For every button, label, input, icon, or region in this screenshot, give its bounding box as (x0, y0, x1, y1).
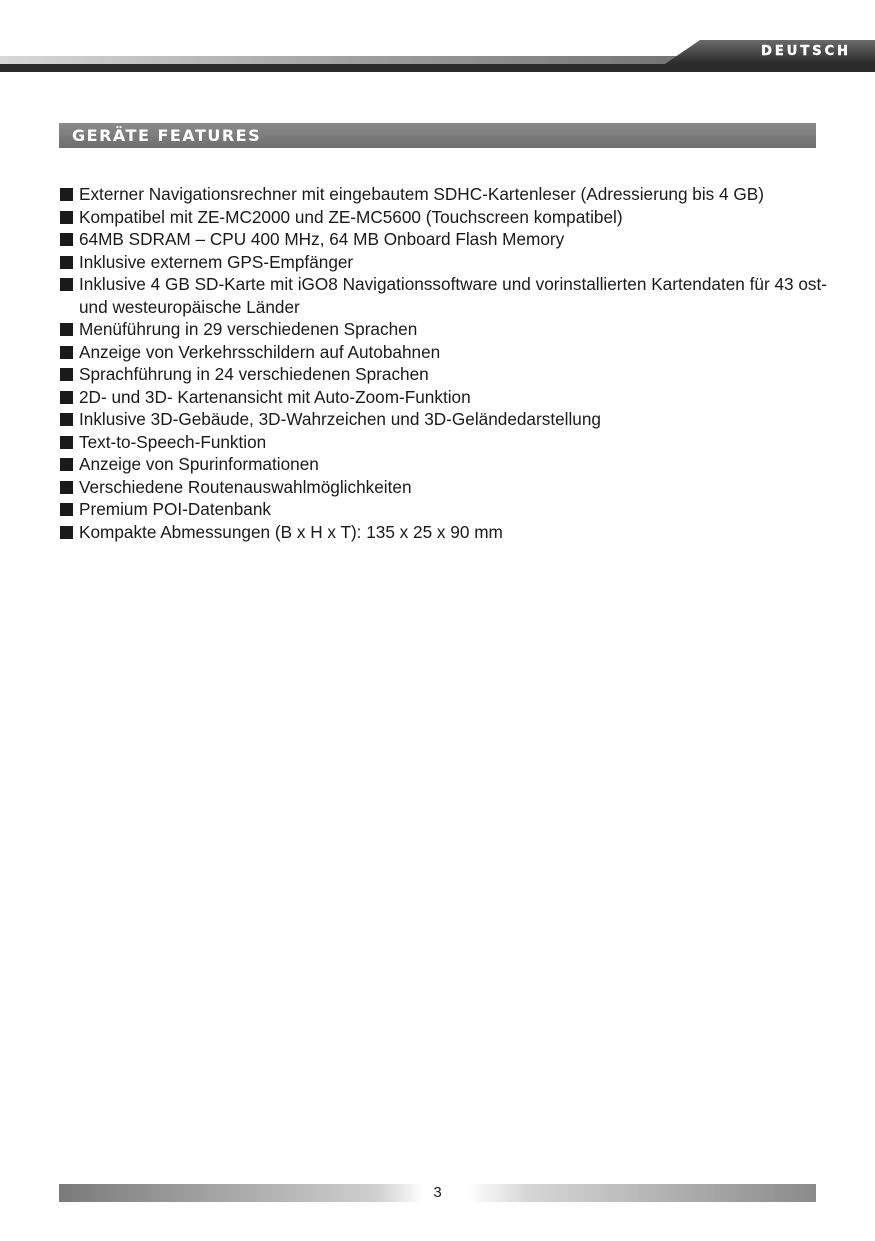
feature-text: 2D- und 3D- Kartenansicht mit Auto-Zoom-Funktion (79, 386, 471, 407)
feature-text: Premium POI-Datenbank (79, 499, 271, 519)
list-item (59, 273, 829, 318)
list-item (59, 341, 829, 364)
feature-text: 64MB SDRAM – CPU 400 MHz, 64 MB Onboard Flash Memory (79, 229, 565, 249)
feature-text: Kompakte Abmessungen (B x H x T): 135 x 25 x 90 mm (79, 521, 503, 542)
feature-text: Kompatibel mit ZE-MC2000 und ZE-MC5600 (Touchscreen kompatibel) (79, 206, 623, 227)
square-bullet-icon (60, 278, 73, 291)
feature-text: Text-to-Speech-Funktion (79, 431, 267, 452)
square-bullet-icon (60, 211, 73, 224)
square-bullet-icon (60, 188, 73, 201)
square-bullet-icon (60, 413, 73, 426)
feature-text: Externer Navigationsrechner mit eingebautem SDHC-Kartenleser (Adressierung bis 4 GB) (79, 184, 764, 204)
feature-text: Sprachführung in 24 verschiedenen Sprachen (79, 364, 429, 384)
list-item (59, 408, 829, 431)
feature-text: Inklusive 4 GB SD-Karte mit iGO8 Navigationssoftware und vorinstallierten Kartendaten für 43 ost- und westeuropäische Länder (79, 274, 828, 317)
feature-text: Verschiedene Routenauswahlmöglichkeiten (79, 476, 412, 497)
list-item (59, 251, 829, 274)
square-bullet-icon (60, 391, 73, 404)
square-bullet-icon (60, 323, 73, 336)
feature-text: Inklusive 3D-Gebäude, 3D-Wahrzeichen und 3D-Geländedarstellung (79, 409, 601, 429)
list-item (59, 363, 829, 386)
list-item (59, 183, 829, 206)
list-item (59, 453, 829, 476)
square-bullet-icon (60, 346, 73, 359)
page-number: 3 (433, 1184, 442, 1201)
list-item (59, 431, 829, 454)
list-item (59, 476, 829, 499)
feature-text: Menüführung in 29 verschiedenen Sprachen (79, 319, 418, 339)
list-item (59, 318, 829, 341)
square-bullet-icon (60, 233, 73, 246)
section-title: GERÄTE FEATURES (72, 126, 262, 145)
list-item (59, 228, 829, 251)
feature-text: Anzeige von Verkehrsschildern auf Autobahnen (79, 341, 441, 362)
square-bullet-icon (60, 503, 73, 516)
list-item (59, 206, 829, 229)
square-bullet-icon (60, 436, 73, 449)
list-item (59, 386, 829, 409)
square-bullet-icon (60, 481, 73, 494)
square-bullet-icon (60, 256, 73, 269)
feature-list (59, 183, 829, 543)
square-bullet-icon (60, 368, 73, 381)
feature-text: Anzeige von Spurinformationen (79, 454, 319, 474)
header-band (0, 0, 875, 72)
square-bullet-icon (60, 458, 73, 471)
square-bullet-icon (60, 526, 73, 539)
list-item (59, 521, 829, 544)
language-label: DEUTSCH (761, 44, 851, 59)
section-heading-bar (59, 123, 816, 148)
list-item (59, 498, 829, 521)
feature-text: Inklusive externem GPS-Empfänger (79, 251, 354, 272)
header-decoration (0, 0, 875, 72)
